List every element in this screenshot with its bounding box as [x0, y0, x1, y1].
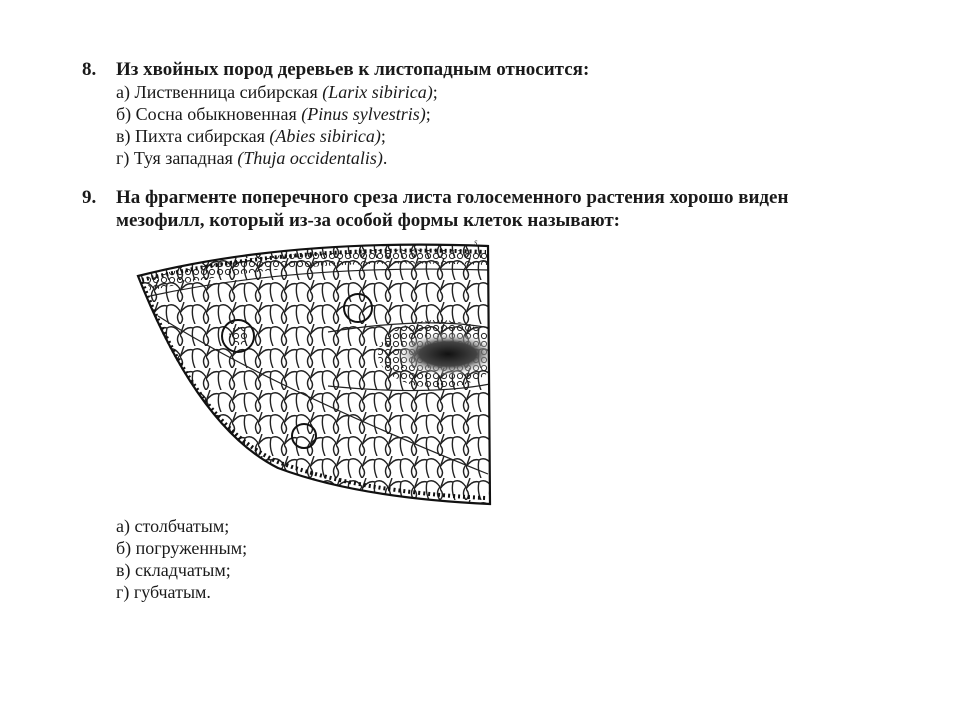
- q8-option-c: [116, 125, 862, 147]
- option-text: г) Туя западная: [116, 148, 238, 168]
- latin-name: (Abies sibirica): [269, 126, 381, 146]
- option-punct: .: [382, 148, 388, 168]
- latin-name: (Pinus sylvestris): [301, 104, 426, 124]
- option-punct: ;: [380, 126, 386, 146]
- figure-label: s: [474, 237, 478, 247]
- option-punct: ;: [432, 82, 438, 102]
- question-8-text: Из хвойных пород деревьев к листопадным относится:: [116, 59, 590, 80]
- q8-option-a: [116, 81, 862, 103]
- option-text: а) Лиственница сибирская: [116, 82, 323, 102]
- question-8-options: [116, 81, 862, 169]
- q9-option-b: б) погруженным;: [116, 538, 248, 558]
- question-9: [82, 186, 862, 232]
- leaf-cross-section-figure: [128, 236, 500, 512]
- question-9-header: [82, 186, 862, 232]
- question-8-header: [82, 58, 862, 81]
- question-8-number: 8.: [82, 59, 97, 80]
- q9-option-d: г) губчатым.: [116, 582, 211, 602]
- question-9-text: На фрагменте поперечного среза листа голосеменного растения хорошо виден мезофилл, который из-за особой формы клеток называют:: [116, 187, 789, 231]
- q9-option-c: в) складчатым;: [116, 560, 231, 580]
- option-text: в) Пихта сибирская: [116, 126, 270, 146]
- latin-name: (Larix sibirica): [322, 82, 433, 102]
- latin-name: (Thuja occidentalis): [237, 148, 383, 168]
- question-9-number: 9.: [82, 187, 97, 208]
- mesophyll-tissue: [128, 236, 500, 512]
- option-punct: ;: [425, 104, 431, 124]
- q8-option-d: [116, 147, 862, 169]
- option-text: б) Сосна обыкновенная: [116, 104, 302, 124]
- question-8: [82, 58, 862, 169]
- q9-option-a: а) столбчатым;: [116, 516, 230, 536]
- question-9-options: [116, 515, 247, 603]
- q8-option-b: [116, 103, 862, 125]
